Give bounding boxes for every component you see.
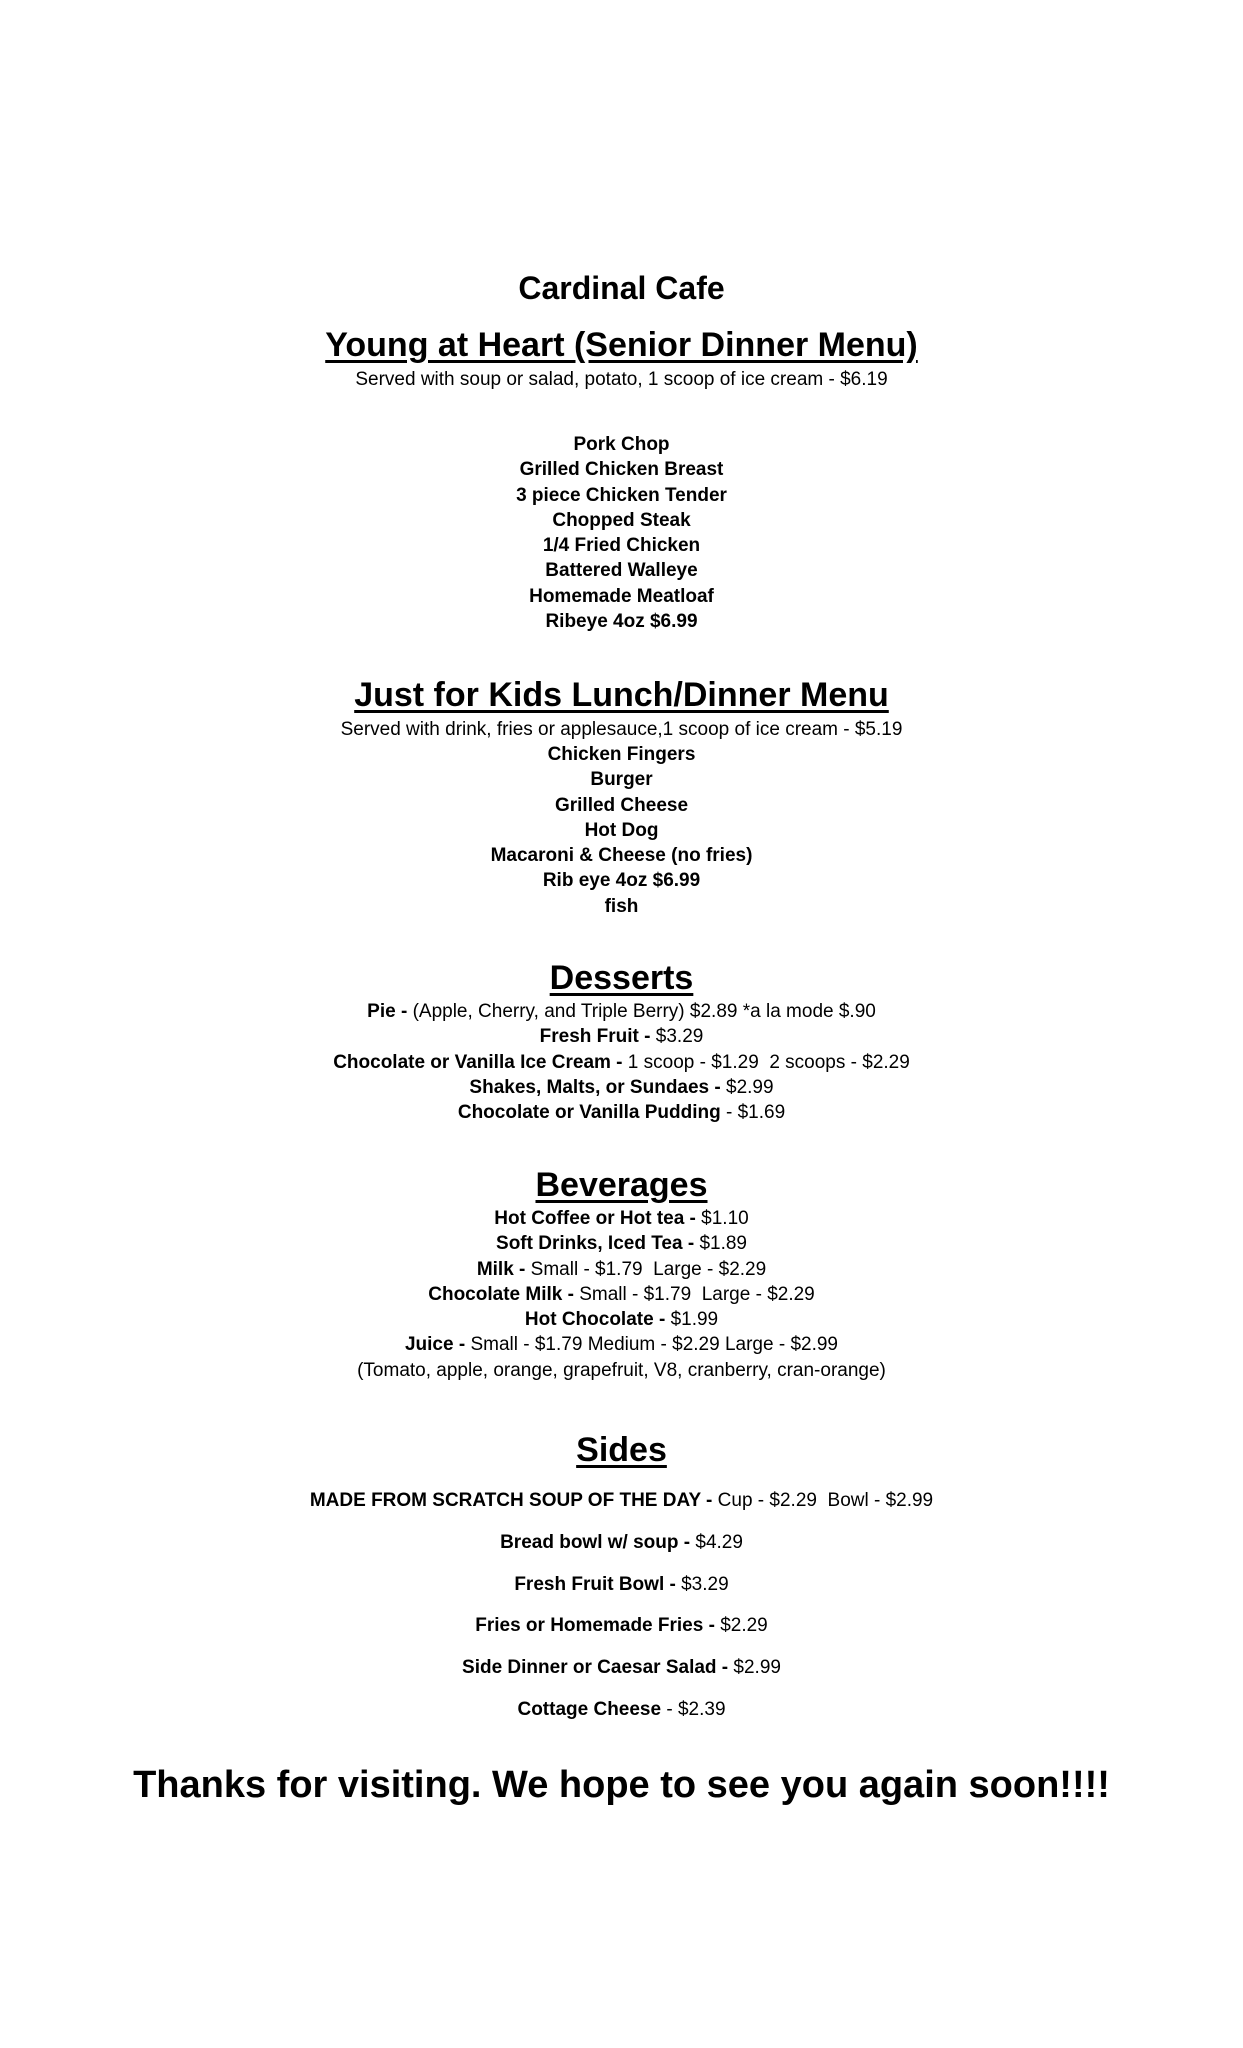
- beverages-heading: Beverages: [535, 1166, 708, 1204]
- side-item: [0, 1647, 1243, 1689]
- side-item: [0, 1564, 1243, 1606]
- side-item: [0, 1480, 1243, 1522]
- beverage-item: [0, 1282, 1243, 1307]
- kids-menu-subtitle: Served with drink, fries or applesauce,1 scoop of ice cream - $5.19: [340, 719, 903, 740]
- item-price: 1 scoop - $1.29 2 scoops - $2.29: [627, 1051, 910, 1073]
- item-price: $3.29: [655, 1026, 704, 1048]
- dessert-item: [0, 1050, 1243, 1075]
- dessert-item: [0, 1024, 1243, 1049]
- beverage-item: [0, 1307, 1243, 1332]
- menu-item: Ribeye 4oz $6.99: [545, 611, 698, 633]
- item-name: Fries or Homemade Fries -: [475, 1615, 721, 1637]
- sides-heading: Sides: [576, 1431, 667, 1469]
- menu-item: 1/4 Fried Chicken: [542, 535, 701, 557]
- item-name: Juice -: [404, 1334, 471, 1356]
- beverage-item: [0, 1332, 1243, 1357]
- item-name: Fresh Fruit -: [539, 1026, 656, 1048]
- item-price: $3.29: [681, 1573, 729, 1595]
- dessert-item: [0, 999, 1243, 1024]
- side-item: [0, 1689, 1243, 1731]
- menu-item: Grilled Chicken Breast: [519, 459, 724, 481]
- beverage-item: [0, 1206, 1243, 1231]
- item-price: Small - $1.79 Medium - $2.29 Large - $2.99: [470, 1334, 838, 1356]
- kids-menu-items: [0, 742, 1243, 919]
- menu-item: Hot Dog: [584, 819, 659, 841]
- senior-menu-heading: Young at Heart (Senior Dinner Menu): [325, 326, 918, 364]
- menu-item: 3 piece Chicken Tender: [516, 484, 727, 506]
- desserts-heading: Desserts: [549, 959, 694, 997]
- item-price: $2.29: [720, 1615, 768, 1637]
- side-item: [0, 1605, 1243, 1647]
- item-name: Hot Coffee or Hot tea -: [494, 1208, 702, 1229]
- menu-item: Pork Chop: [573, 434, 670, 455]
- menu-item: Burger: [590, 769, 653, 791]
- menu-item: Rib eye 4oz $6.99: [542, 870, 701, 892]
- item-name: Pie -: [367, 1001, 413, 1022]
- kids-menu-heading: Just for Kids Lunch/Dinner Menu: [354, 676, 889, 714]
- item-name: Bread bowl w/ soup -: [500, 1531, 696, 1553]
- item-price: Cup - $2.29 Bowl - $2.99: [717, 1490, 934, 1511]
- item-name: MADE FROM SCRATCH SOUP OF THE DAY -: [309, 1490, 718, 1511]
- beverage-item: [0, 1257, 1243, 1282]
- senior-menu-items: [0, 432, 1243, 634]
- dessert-item: [0, 1100, 1243, 1125]
- item-name: Cottage Cheese: [517, 1698, 662, 1720]
- sides-items: [0, 1480, 1243, 1731]
- menu-item: fish: [604, 895, 639, 917]
- item-name: Fresh Fruit Bowl -: [514, 1573, 682, 1595]
- item-price: - $1.69: [720, 1102, 786, 1124]
- item-name: Hot Chocolate -: [524, 1309, 671, 1331]
- item-price: $1.89: [699, 1233, 747, 1255]
- desserts-items: [0, 999, 1243, 1125]
- menu-item: Chopped Steak: [552, 509, 691, 531]
- item-name: Chocolate or Vanilla Ice Cream -: [333, 1051, 628, 1073]
- beverages-items: [0, 1206, 1243, 1383]
- dessert-item: [0, 1075, 1243, 1100]
- item-price: $2.99: [726, 1076, 774, 1098]
- beverage-item: [0, 1231, 1243, 1256]
- senior-menu-subtitle: Served with soup or salad, potato, 1 scoop of ice cream - $6.19: [355, 369, 888, 390]
- item-price: $2.99: [733, 1657, 781, 1679]
- menu-item: Grilled Cheese: [554, 794, 689, 816]
- menu-item: Chicken Fingers: [547, 744, 696, 765]
- menu-item: Macaroni & Cheese (no fries): [490, 845, 753, 867]
- item-name: Side Dinner or Caesar Salad -: [462, 1657, 734, 1679]
- item-price: Small - $1.79 Large - $2.29: [579, 1283, 815, 1305]
- side-item: [0, 1522, 1243, 1564]
- menu-item: Homemade Meatloaf: [529, 585, 714, 607]
- item-price: $1.10: [701, 1208, 749, 1229]
- item-name: Chocolate or Vanilla Pudding: [457, 1102, 721, 1124]
- item-name: Chocolate Milk -: [428, 1283, 580, 1305]
- cafe-title: Cardinal Cafe: [518, 270, 725, 306]
- item-price: $1.99: [670, 1309, 719, 1331]
- item-name: Shakes, Malts, or Sundaes -: [469, 1076, 727, 1098]
- item-price: - $2.39: [661, 1698, 726, 1720]
- footer-message: Thanks for visiting. We hope to see you again soon!!!!: [133, 1764, 1110, 1806]
- item-name: Milk -: [476, 1258, 531, 1280]
- juice-note: (Tomato, apple, orange, grapefruit, V8, cranberry, cran-orange): [357, 1359, 886, 1381]
- item-price: Small - $1.79 Large - $2.29: [530, 1258, 767, 1280]
- item-price: $4.29: [695, 1531, 743, 1553]
- menu-item: Battered Walleye: [545, 560, 698, 582]
- item-price: (Apple, Cherry, and Triple Berry) $2.89 *a la mode $.90: [412, 1001, 876, 1022]
- item-name: Soft Drinks, Iced Tea -: [496, 1233, 700, 1255]
